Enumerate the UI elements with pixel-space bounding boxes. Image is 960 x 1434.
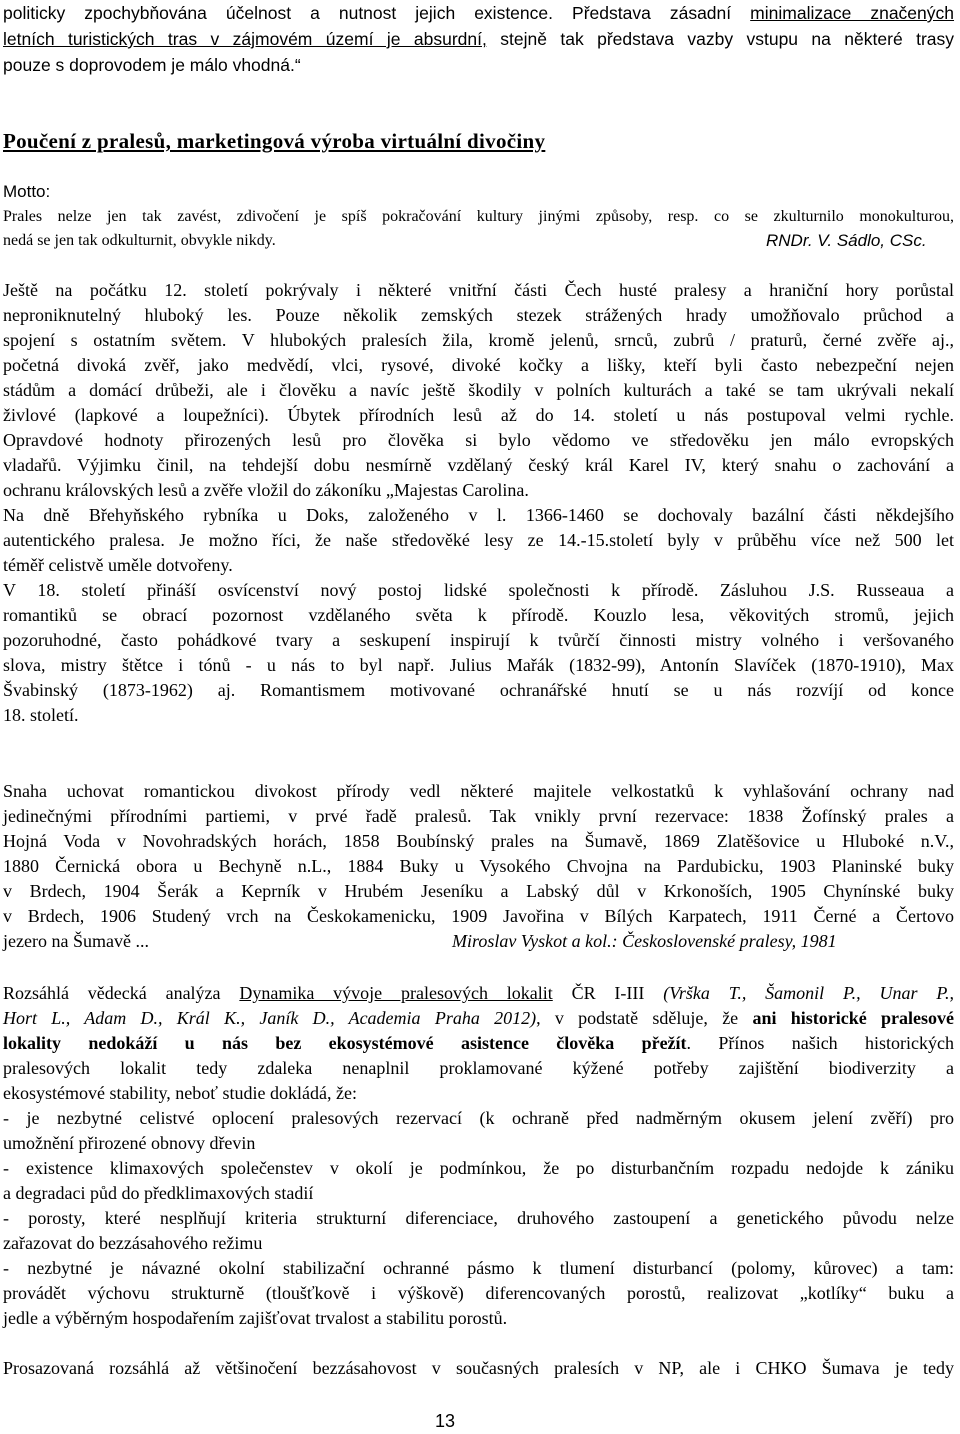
history-line: ochranu královských lesů a zvěře vložil do zákoníku „Majestas Carolina. xyxy=(3,480,529,500)
closing-line: Prosazovaná rozsáhlá až většinočení bezzásahovost v současných pralesích v NP, ale i CHKO Šumava je tedy xyxy=(3,1358,954,1378)
analysis-line-2 xyxy=(3,1005,954,1031)
reserves-line: Hojná Voda v Novohradských horách, 1858 Boubínský prales na Šumavě, 1869 Zlatěšovice u Hluboké n.V., xyxy=(3,831,954,851)
history-line: vladařů. Výjimku činil, na tehdejší dobu nesmírně vzdělaný český král Karel IV, který snahu o zachování a xyxy=(3,455,954,475)
motto-line-2: nedá se jen tak odkulturnit, obvykle nikdy. xyxy=(3,232,276,249)
analysis-authors: Hort L., Adam D., Král K., Janík D., Academia Praha 2012) xyxy=(3,1008,537,1028)
analysis-authors: (Vrška T., Šamonil P., Unar P., xyxy=(663,983,955,1003)
reserves-line: Snaha uchovat romantickou divokost přírody vedl některé majitele velkostatků k vyhlašování ochrany nad xyxy=(3,781,954,801)
motto-label: Motto: xyxy=(3,182,51,201)
analysis-list-line: - je nezbytné celistvé oplocení pralesových rezervací (k ochraně před nadměrným okusem jelení zvěří) pro xyxy=(3,1108,954,1128)
analysis-list-line: - porosty, které nesplňují kriteria strukturní diferenciace, druhového zastoupení a genetického původu nelze xyxy=(3,1208,954,1228)
history-line: Na dně Břehyňského rybníka u Doks, založeného v l. 1366-1460 se dochovaly bazální části někdejšího xyxy=(3,505,954,525)
reserves-line: v Brdech, 1906 Studený vrch na Českokamenicku, 1909 Javořina v Bílých Karpatech, 1911 Černé a Čertovo xyxy=(3,906,954,926)
analysis-title: Dynamika vývoje pralesových lokalit xyxy=(239,983,553,1003)
analysis-line-1 xyxy=(3,980,954,1006)
history-line: pozoruhodné, často pohádkové tvary a seskupení inspirují k tvůrčí činnosti mistry volného i veršovaného xyxy=(3,630,954,650)
history-line: slova, mistry štětce i tónů - u nás to byl např. Julius Mařák (1832-99), Antonín Slavíček (1870-1910), Max xyxy=(3,655,954,675)
intro-line-1 xyxy=(3,0,954,26)
intro-line-3: pouze s doprovodem je málo vhodná.“ xyxy=(3,55,301,75)
analysis-list-line: provádět výchovu strukturně (tloušťkově i výškově) diferencovaných porostů, realizovat „kotlíky“ buku a xyxy=(3,1283,954,1303)
reserves-citation: Miroslav Vyskot a kol.: Československé pralesy, 1981 xyxy=(452,931,837,951)
history-line: živlové (lapkové a loupežníci). Úbytek přírodních lesů až do 14. století u nás postupoval velmi rychle. xyxy=(3,405,954,425)
history-line: téměř celistvě uměle dotvořeny. xyxy=(3,555,233,575)
intro-underlined: letních turistických tras v zájmovém území je absurdní, xyxy=(3,29,487,49)
history-line: početná divoká zvěř, jako medvědí, vlci, rysové, divoké kočky a lišky, kteří byli často nebezpeční nejen xyxy=(3,355,954,375)
history-line: V 18. století přináší osvícenství nový postoj lidské společnosti k přírodě. Zásluhou J.S. Russeaua a xyxy=(3,580,954,600)
intro-line-2 xyxy=(3,26,954,52)
history-line: romantiků se obrací pozornost vzdělaného světa k přírodě. Kouzlo lesa, věkovitých stromů, jejich xyxy=(3,605,954,625)
history-line: Švabinský (1873-1962) aj. Romantismem motivované ochranářské hnutí se u nás rozvíjí od konce xyxy=(3,680,954,700)
analysis-bold: lokality nedokáží u nás bez ekosystémové asistence člověka přežít xyxy=(3,1033,687,1053)
history-line: Opravdové hodnoty přirozených lesů pro člověka si bylo vědomo ve středověku jen málo evropských xyxy=(3,430,954,450)
history-line: 18. století. xyxy=(3,705,79,725)
analysis-list-line: - nezbytné je návazné okolní stabilizační ochranné pásmo k tlumení disturbancí (polomy, kůrovec) a tam: xyxy=(3,1258,954,1278)
intro-underlined: minimalizace značených xyxy=(750,3,955,23)
history-line: spojení s ostatním světem. V hlubokých pralesích žila, kromě jelenů, srnců, zubrů / praturů, černé zvěře aj., xyxy=(3,330,954,350)
reserves-line: 1880 Černická obora u Bechyně n.L., 1884 Buky u Vysokého Chvojna na Pardubicku, 1903 Planinské buky xyxy=(3,856,954,876)
reserves-last-line: jezero na Šumavě ... xyxy=(3,931,149,951)
motto-line-1: Prales nelze jen tak zavést, zdivočení je spíš pokračování kultury jinými způsoby, resp. co se zkulturnilo monokulturou, xyxy=(3,208,954,225)
analysis-line-3 xyxy=(3,1030,954,1056)
history-line: autentického pralesa. Je možno říci, že naše středověké lesy ze 14.-15.století byly v průběhu více než 500 let xyxy=(3,530,954,550)
analysis-list-line: umožnění přirozené obnovy dřevin xyxy=(3,1133,256,1153)
reserves-line: jedinečnými přírodními partiemi, v prvé řadě pralesů. Tak vnikly první rezervace: 1838 Žofínský prales a xyxy=(3,806,954,826)
intro-text: politicky zpochybňována účelnost a nutnost jejich existence. Představa zásadní xyxy=(3,3,751,23)
analysis-bold: ani historické pralesové xyxy=(752,1008,954,1028)
history-line: Ještě na počátku 12. století pokrývaly i některé vnitřní části Čech husté pralesy a hraniční hory porůstal xyxy=(3,280,954,300)
history-line: neproniknutelný hluboký les. Pouze několik zemských stezek strážených hrady umožňovalo průchod a xyxy=(3,305,954,325)
page-number: 13 xyxy=(435,1411,456,1431)
history-line: stádům a domácí drůbeži, ale i člověku a navíc ještě škodily v polních kulturách a také se tam ukrývali nekalí xyxy=(3,380,954,400)
analysis-line-5: ekosystémové stability, neboť studie dokládá, že: xyxy=(3,1083,357,1103)
analysis-text: . Přínos našich historických xyxy=(686,1033,954,1053)
analysis-text: Rozsáhlá vědecká analýza xyxy=(3,983,240,1003)
analysis-text: , v podstatě sděluje, že xyxy=(536,1008,753,1028)
reserves-line: v Brdech, 1904 Šerák a Keprník v Hrubém Jeseníku a Labský důl v Krkonoších, 1905 Chynínské buky xyxy=(3,881,954,901)
analysis-list-line: jedle a výběrným hospodařením zajišťovat trvalost a stabilitu porostů. xyxy=(3,1308,508,1328)
analysis-list-line: - existence klimaxových společenstev v okolí je podmínkou, že po disturbančním rozpadu nedojde k zániku xyxy=(3,1158,954,1178)
intro-text: stejně tak představa vazby vstupu na některé trasy xyxy=(486,29,955,49)
analysis-text: ČR I-III xyxy=(552,983,664,1003)
analysis-list-line: zařazovat do bezzásahového režimu xyxy=(3,1233,263,1253)
analysis-line-4: pralesových lokalit tedy zdaleka nenaplnil proklamované kýžené potřeby zajištění biodiverzity a xyxy=(3,1058,954,1078)
analysis-list-line: a degradaci půd do předklimaxových stadií xyxy=(3,1183,314,1203)
section-heading: Poučení z pralesů, marketingová výroba virtuální divočiny xyxy=(3,129,546,153)
motto-signature: RNDr. V. Sádlo, CSc. xyxy=(766,231,927,250)
